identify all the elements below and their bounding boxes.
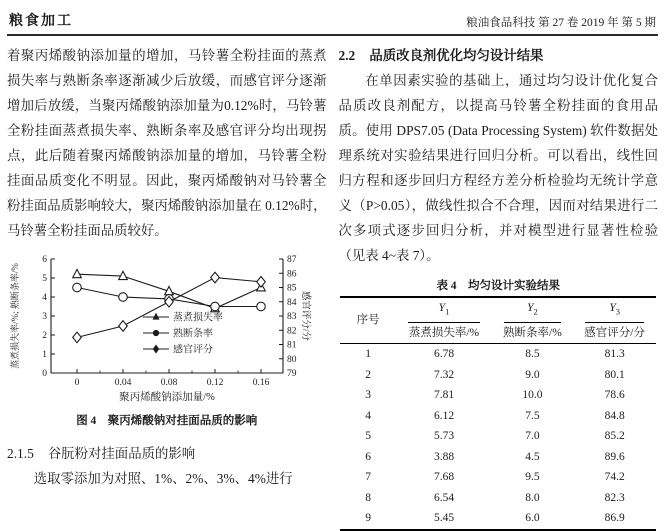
table4-title: 表 4 均匀设计实验结果 — [436, 280, 561, 292]
left-axis-tick-label: 0 — [42, 369, 47, 380]
legend-marker — [153, 314, 158, 319]
column-header-y2: $Y_2$ — [492, 297, 573, 323]
data-point-marker — [211, 272, 220, 283]
right-axis-tick-label: 87 — [287, 255, 297, 266]
right-column — [339, 43, 659, 531]
table4-body — [340, 344, 656, 530]
subheader-sensory-score: 感官评分/分 — [573, 323, 656, 344]
left-axis-tick-label: 3 — [42, 312, 47, 323]
left-axis-tick-label: 5 — [42, 274, 47, 285]
section-heading-2-2 — [339, 43, 659, 68]
paragraph-sodium-polyacrylate: 着聚丙烯酸钠添加量的增加，马铃薯全粉挂面的蒸煮损失率与熟断条率逐渐减少后放缓，而感官评分逐渐增加后放缓，当聚丙烯酸钠添加量为0.12%时，马铃薯全粉挂面蒸煮损失率、熟断条率及感官评分均出现拐点，此后随着聚丙烯酸钠添加量的增加，马铃薯全粉挂面品质变化不明显。因此，聚丙烯酸钠对马铃薯全粉挂面品质影响较大，聚丙烯酸钠添加量在 0.12%时，马铃薯全粉挂面品质较好。 — [7, 48, 327, 238]
legend-label: 蒸煮损失率 — [173, 312, 223, 324]
figure4-line-chart — [7, 249, 313, 407]
legend-marker — [153, 345, 158, 352]
data-point-marker — [257, 302, 266, 311]
x-axis-tick-label: 0.08 — [160, 378, 178, 388]
column-header-seq: 序号 — [340, 297, 396, 344]
table-row: 8 6.54 8.0 82.3 — [365, 491, 625, 504]
paragraph-gluten: 选取零添加为对照、1%、2%、3%、4%进行 — [33, 471, 293, 486]
x-axis-title: 聚丙烯酸钠添加量/% — [119, 392, 215, 403]
table-row: 2 7.32 9.0 80.1 — [365, 368, 625, 381]
right-axis-tick-label: 82 — [287, 326, 297, 337]
two-column-layout — [7, 43, 658, 531]
x-axis-tick-label: 0.12 — [206, 378, 224, 388]
table-row: 1 6.78 8.5 81.3 — [365, 348, 625, 361]
column-header-y3: $Y_3$ — [573, 297, 656, 323]
x-axis-tick-label: 0.16 — [252, 378, 270, 388]
data-point-marker — [211, 302, 220, 311]
left-axis-tick-label: 1 — [42, 350, 47, 361]
section-heading-2-1-5 — [7, 441, 327, 466]
right-axis-tick-label: 84 — [287, 297, 297, 308]
section-number: 2.2 — [338, 48, 356, 63]
table-row: 6 3.88 4.5 89.6 — [365, 450, 625, 463]
x-axis-tick-label: 0.04 — [114, 378, 132, 388]
figure4-caption: 图 4 聚丙烯酸钠对挂面品质的影响 — [76, 415, 258, 427]
figure-4-block — [7, 249, 327, 429]
data-point-marker — [119, 293, 128, 302]
table-row: 7 7.68 9.5 74.2 — [365, 471, 625, 484]
header-journal-info: 粮油食品科技 第 27 卷 2019 年 第 5 期 — [466, 17, 656, 29]
table-row: 9 5.45 6.0 86.9 — [365, 512, 625, 525]
subheader-breaking-rate: 熟断条率/% — [492, 323, 573, 344]
table4-uniform-design-results — [340, 296, 656, 531]
data-point-marker — [73, 283, 82, 292]
section-title: 谷朊粉对挂面品质的影响 — [47, 446, 196, 461]
left-axis-tick-label: 6 — [42, 255, 47, 266]
subheader-cooking-loss: 蒸煮损失率/% — [396, 323, 492, 344]
section-number: 2.1.5 — [7, 446, 34, 461]
legend-label: 熟断条率 — [173, 328, 213, 340]
data-point-marker — [73, 332, 82, 343]
table-row: 3 7.81 10.0 78.6 — [365, 389, 625, 402]
paragraph-uniform-design: 在单因素实验的基础上，通过均匀设计优化复合品质改良剂配方，以提高马铃薯全粉挂面的食用品质。使用 DPS7.05 (Data Processing System) 软件数据处理系统对实验结果进行回归分析。可以看出，线性回归方程和逐步回归方程经方差分析检验均无统计学意义（P>0.05），做线性拟合不合理，因而对结果进行二次多项式逐步回归分析，并对模型进行显著性检验（见表 4~表 7）。 — [338, 73, 658, 263]
data-point-marker — [73, 269, 82, 277]
table-row: 4 6.12 7.5 84.8 — [365, 409, 625, 422]
data-point-marker — [257, 277, 266, 288]
right-axis-tick-label: 86 — [287, 269, 297, 280]
right-axis-tick-label: 80 — [287, 354, 297, 365]
data-point-marker — [119, 271, 128, 279]
left-axis-title: 蒸煮损失率/%; 熟断条率/% — [10, 263, 20, 369]
table-row: 5 5.73 7.0 85.2 — [365, 430, 625, 443]
right-axis-title: 感官评分/分 — [300, 290, 310, 342]
legend-marker — [153, 330, 158, 335]
right-axis-tick-label: 85 — [287, 283, 297, 294]
legend-label: 感官评分 — [173, 344, 213, 356]
section-title: 品质改良剂优化均匀设计结果 — [369, 48, 544, 63]
right-axis-tick-label: 81 — [287, 340, 297, 351]
right-axis-tick-label: 83 — [287, 312, 297, 323]
page-header — [7, 8, 658, 36]
data-point-marker — [119, 321, 128, 332]
left-column — [7, 43, 327, 531]
x-axis-tick-label: 0 — [74, 378, 80, 388]
table4-header — [340, 297, 656, 344]
right-axis-tick-label: 79 — [287, 369, 297, 380]
left-axis-tick-label: 4 — [42, 293, 47, 304]
column-header-y1: $Y_1$ — [396, 297, 492, 323]
left-axis-tick-label: 2 — [42, 331, 47, 342]
header-section-title: 粮食加工 — [9, 12, 73, 28]
